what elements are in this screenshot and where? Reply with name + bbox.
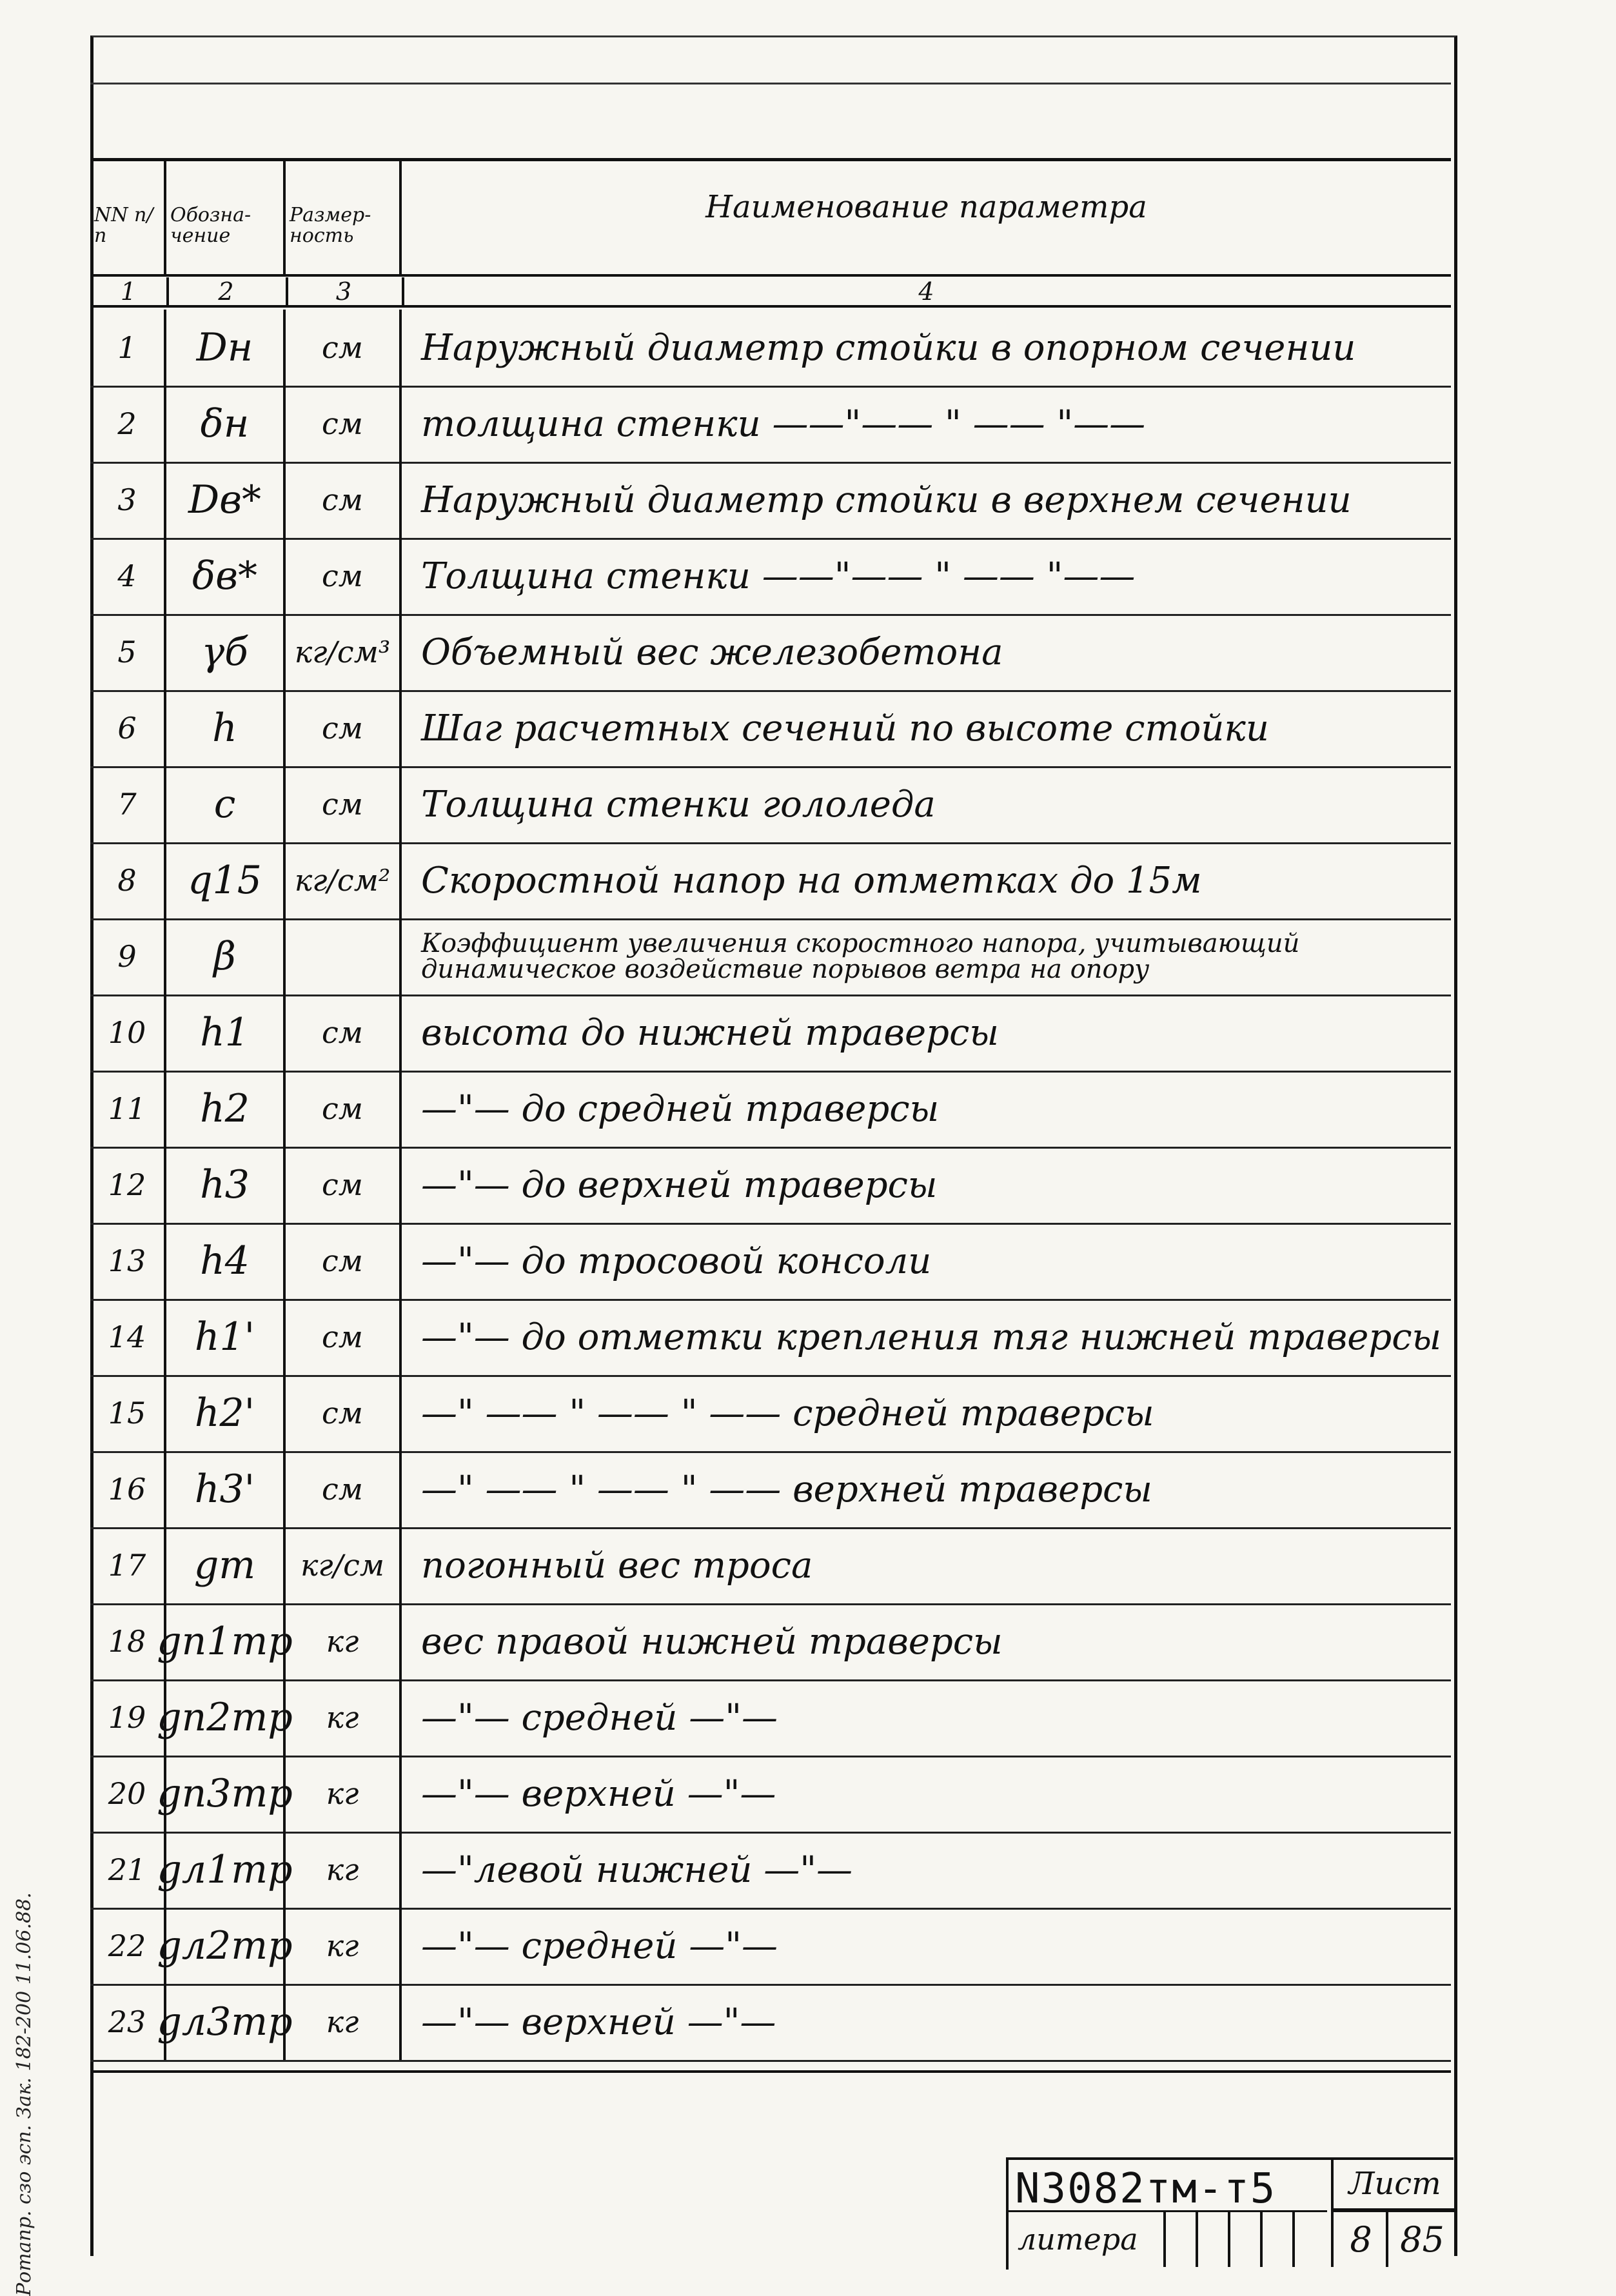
row-parameter-name: Толщина стенки гололеда [421, 783, 936, 826]
top-rule [90, 83, 1451, 84]
table-row [90, 1603, 1451, 1681]
row-parameter-name: —"— до тросовой консоли [421, 1240, 932, 1282]
row-unit: кг/см [286, 1527, 402, 1603]
row-number: 2 [90, 386, 166, 462]
row-unit: кг/см³ [286, 614, 402, 690]
table-header [90, 158, 1451, 277]
table-row [90, 1299, 1451, 1377]
row-symbol: h2 [166, 1071, 286, 1147]
table-row [90, 1147, 1451, 1225]
row-symbol: gл1тр [166, 1832, 286, 1908]
table-bottom-rule [90, 2070, 1451, 2073]
row-symbol: δв* [166, 538, 286, 614]
title-block [1006, 2157, 1453, 2270]
row-symbol: c [166, 766, 286, 842]
table-row [90, 1832, 1451, 1910]
row-number: 12 [90, 1147, 166, 1223]
row-unit: см [286, 1223, 402, 1299]
row-number: 20 [90, 1756, 166, 1832]
row-number: 21 [90, 1832, 166, 1908]
row-number: 1 [90, 310, 166, 386]
print-info-sidebar: Ротапр. сзо эсп. Зак. 182-200 11.06.88. [13, 1892, 35, 2296]
row-number: 18 [90, 1603, 166, 1679]
document-code: N3082тм-т5 [1015, 2165, 1277, 2213]
row-parameter-name: —"— средней —"— [421, 1696, 778, 1739]
table-row [90, 386, 1451, 464]
row-unit: кг [286, 1756, 402, 1832]
row-parameter-name: Шаг расчетных сечений по высоте стойки [421, 707, 1269, 749]
row-unit: см [286, 1375, 402, 1451]
table-row [90, 995, 1451, 1073]
row-unit: см [286, 1451, 402, 1527]
row-parameter-name: —"— верхней —"— [421, 2001, 776, 2043]
table-row [90, 1451, 1451, 1529]
table-row [90, 918, 1451, 996]
table-row [90, 1679, 1451, 1757]
row-symbol: gл3тр [166, 1984, 286, 2060]
table-row [90, 1071, 1451, 1149]
table-row [90, 1984, 1451, 2062]
table-row [90, 1223, 1451, 1301]
row-parameter-name: Скоростной напор на отметках до 15м [421, 859, 1202, 902]
row-number: 11 [90, 1071, 166, 1147]
row-parameter-name: —" —— " —— " —— верхней траверсы [421, 1468, 1153, 1510]
table-row [90, 310, 1451, 388]
row-number: 7 [90, 766, 166, 842]
header-col-number: NN п/п [90, 161, 166, 274]
row-unit: см [286, 1147, 402, 1223]
row-parameter-name: погонный вес троса [421, 1544, 813, 1587]
row-symbol: h4 [166, 1223, 286, 1299]
sheet-label: Лист [1331, 2160, 1456, 2210]
row-symbol: h [166, 690, 286, 766]
header-col-symbol: Обозна-чение [166, 161, 286, 274]
row-number: 13 [90, 1223, 166, 1299]
row-unit [286, 918, 402, 995]
row-parameter-name: —"левой нижней —"— [421, 1848, 852, 1891]
row-number: 3 [90, 462, 166, 538]
header-col-unit: Размер-ность [286, 161, 402, 274]
column-number: 4 [918, 277, 934, 306]
row-number: 23 [90, 1984, 166, 2060]
row-unit: см [286, 1299, 402, 1375]
row-number: 22 [90, 1908, 166, 1984]
row-unit: кг [286, 1603, 402, 1679]
row-symbol: gп3тр [166, 1756, 286, 1832]
row-parameter-name: толщина стенки ——"—— " —— "—— [421, 402, 1146, 445]
total-sheets: 85 [1386, 2210, 1456, 2267]
litera-label: литера [1009, 2210, 1163, 2265]
column-number-row [90, 276, 1451, 308]
row-symbol: gл2тр [166, 1908, 286, 1984]
row-number: 14 [90, 1299, 166, 1375]
row-number: 10 [90, 995, 166, 1071]
row-number: 19 [90, 1679, 166, 1756]
row-parameter-name: —"— верхней —"— [421, 1772, 776, 1815]
row-unit: кг [286, 1679, 402, 1756]
litera-box [1196, 2210, 1230, 2267]
row-symbol: gп1тр [166, 1603, 286, 1679]
row-parameter-name: —"— до средней траверсы [421, 1087, 940, 1130]
row-parameter-name: Наружный диаметр стойки в опорном сечении [421, 326, 1356, 369]
row-unit: кг/см² [286, 842, 402, 918]
header-col-name: Наименование параметра [705, 189, 1147, 225]
row-symbol: q15 [166, 842, 286, 918]
table-row [90, 614, 1451, 692]
row-unit: см [286, 462, 402, 538]
row-symbol: h3 [166, 1147, 286, 1223]
litera-box [1260, 2210, 1295, 2267]
row-parameter-name: Коэффициент увеличения скоростного напора, учитывающий динамическое воздействие порывов ветра на опору [421, 929, 1300, 984]
table-row [90, 842, 1451, 920]
row-unit: кг [286, 1832, 402, 1908]
row-number: 16 [90, 1451, 166, 1527]
row-symbol: h3' [166, 1451, 286, 1527]
row-number: 4 [90, 538, 166, 614]
row-number: 5 [90, 614, 166, 690]
table-row [90, 1375, 1451, 1453]
row-symbol: h2' [166, 1375, 286, 1451]
row-unit: см [286, 690, 402, 766]
row-unit: см [286, 538, 402, 614]
row-parameter-name: Объемный вес железобетона [421, 631, 1003, 673]
row-number: 9 [90, 918, 166, 995]
row-symbol: h1 [166, 995, 286, 1071]
row-symbol: h1' [166, 1299, 286, 1375]
row-symbol: γб [166, 614, 286, 690]
litera-box [1228, 2210, 1263, 2267]
row-unit: кг [286, 1908, 402, 1984]
table-row [90, 1527, 1451, 1605]
row-number: 17 [90, 1527, 166, 1603]
table-row [90, 1756, 1451, 1834]
row-unit: см [286, 386, 402, 462]
sheet-number: 8 [1331, 2210, 1388, 2267]
table-row [90, 766, 1451, 844]
row-unit: см [286, 995, 402, 1071]
table-row [90, 690, 1451, 768]
table-row [90, 538, 1451, 616]
column-number: 3 [286, 277, 404, 306]
row-symbol: δн [166, 386, 286, 462]
row-parameter-name: —"— средней —"— [421, 1925, 778, 1967]
row-number: 15 [90, 1375, 166, 1451]
column-number: 1 [90, 277, 169, 306]
row-parameter-name: Толщина стенки ——"—— " —— "—— [421, 555, 1136, 597]
row-number: 6 [90, 690, 166, 766]
row-symbol: β [166, 918, 286, 995]
row-unit: кг [286, 1984, 402, 2060]
row-parameter-name: вес правой нижней траверсы [421, 1620, 1003, 1663]
litera-box [1292, 2210, 1327, 2267]
column-number: 2 [166, 277, 288, 306]
row-number: 8 [90, 842, 166, 918]
row-unit: см [286, 1071, 402, 1147]
row-parameter-name: высота до нижней траверсы [421, 1011, 999, 1054]
row-symbol: gп2тр [166, 1679, 286, 1756]
table-row [90, 1908, 1451, 1986]
row-parameter-name: —" —— " —— " —— средней траверсы [421, 1392, 1154, 1434]
row-unit: см [286, 766, 402, 842]
row-symbol: Dв* [166, 462, 286, 538]
table-row [90, 462, 1451, 540]
row-parameter-name: —"— до отметки крепления тяг нижней траверсы [421, 1316, 1442, 1358]
row-parameter-name: Наружный диаметр стойки в верхнем сечении [421, 479, 1352, 521]
row-parameter-name: —"— до верхней траверсы [421, 1163, 938, 1206]
row-unit: см [286, 310, 402, 386]
row-symbol: Dн [166, 310, 286, 386]
litera-box [1163, 2210, 1198, 2267]
row-symbol: gт [166, 1527, 286, 1603]
